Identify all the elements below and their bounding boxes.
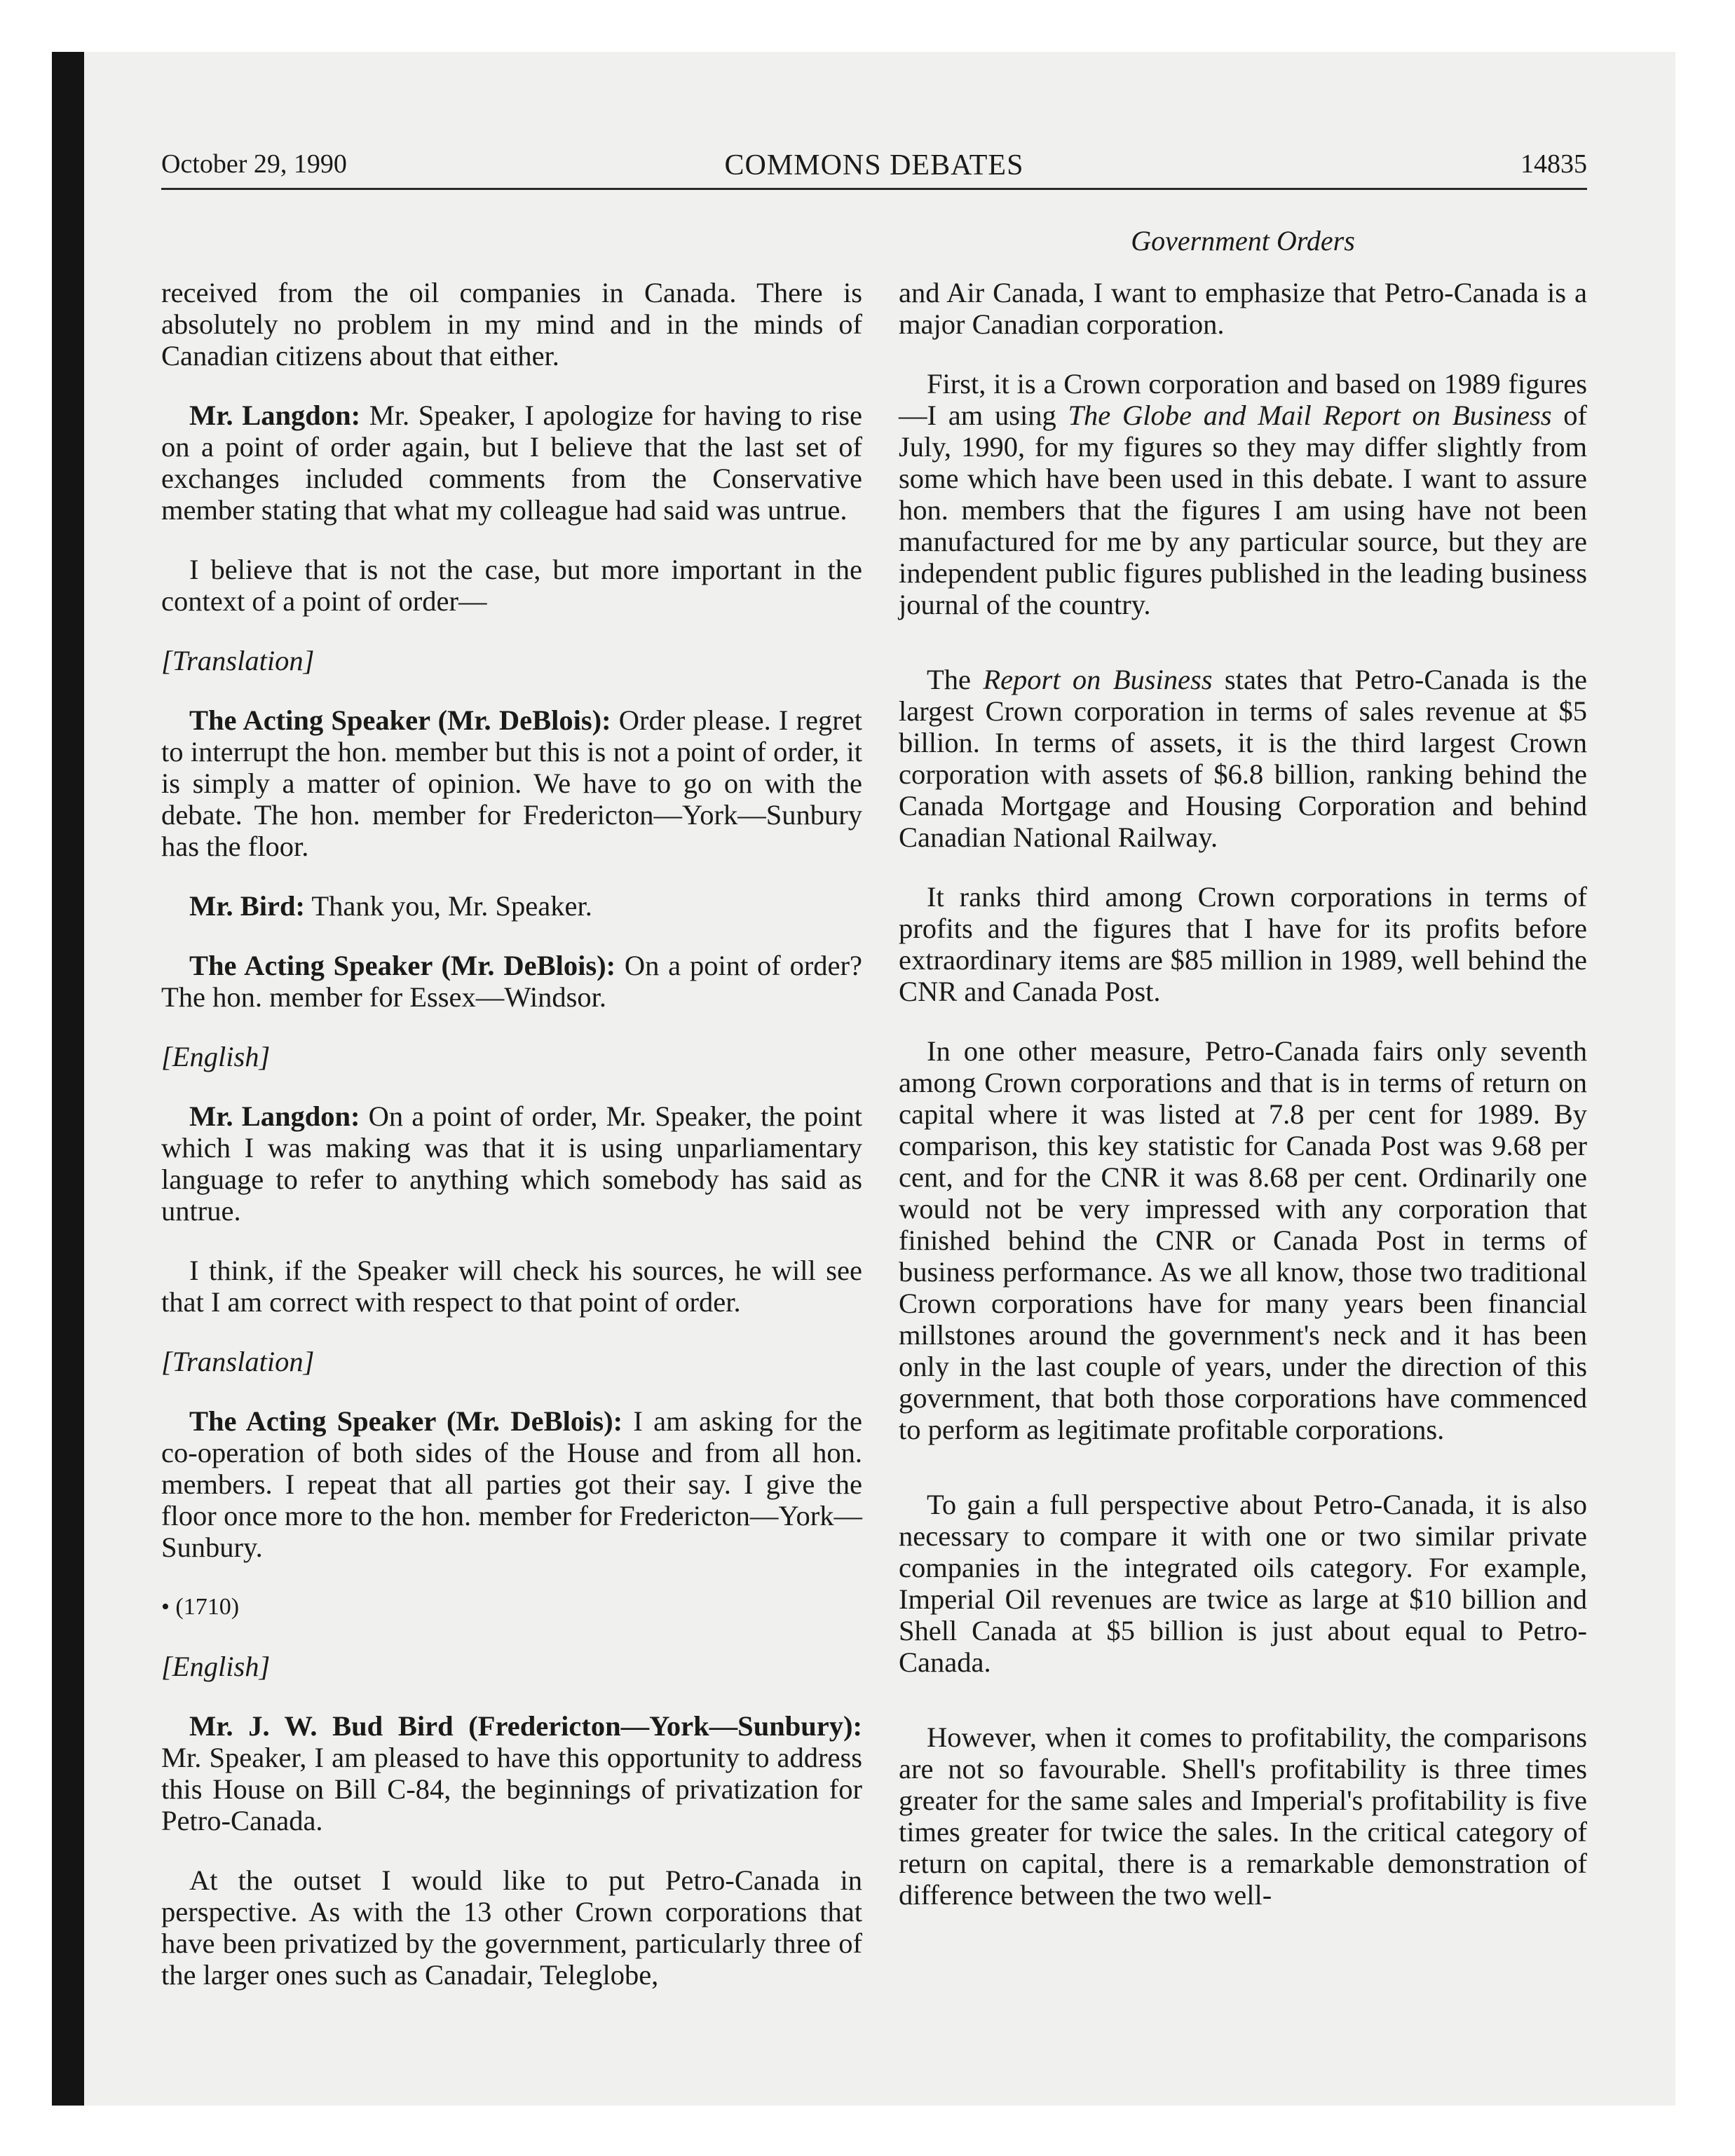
scan-binding-edge (52, 52, 84, 2106)
header-date: October 29, 1990 (161, 149, 347, 179)
paragraph: received from the oil companies in Canada. There is absolutely no problem in my mind and in the minds of Canadian citizens about that either. (161, 277, 862, 371)
speaker-name: The Acting Speaker (Mr. DeBlois): (189, 704, 611, 736)
speaker-name: The Acting Speaker (Mr. DeBlois): (189, 1405, 623, 1437)
language-tag: [Translation] (161, 645, 315, 676)
paragraph: Mr. Bird: Thank you, Mr. Speaker. (189, 890, 592, 922)
paragraph: Mr. J. W. Bud Bird (Fredericton—York—Sunbury): Mr. Speaker, I am pleased to have this opportunity to address this House on Bill C-84, the beginnings of privatization for Petro-Canada. (161, 1710, 862, 1836)
paragraph: At the outset I would like to put Petro-Canada in perspective. As with the 13 other Crown corporations that have been privatized by the government, particularly three of the larger ones such as Canadair, Teleglobe, (161, 1864, 862, 1991)
language-tag: [English] (161, 1041, 271, 1072)
right-column (899, 277, 1587, 1911)
language-tag: [English] (161, 1651, 271, 1682)
paragraph: To gain a full perspective about Petro-Canada, it is also necessary to compare it with one or two similar private companies in the integrated oils category. For example, Imperial Oil revenues are twice as large at $10 billion and Shell Canada at $5 billion is just about equal to Petro-Canada. (899, 1489, 1587, 1678)
language-tag: [Translation] (161, 1346, 315, 1377)
paragraph: The Acting Speaker (Mr. DeBlois): I am asking for the co-operation of both sides of the House and from all hon. members. I repeat that all parties got their say. I give the floor once more to the hon. member for Fredericton—York—Sunbury. (161, 1405, 863, 1563)
speaker-name: Mr. J. W. Bud Bird (Fredericton—York—Sunbury): (189, 1710, 862, 1742)
paragraph: and Air Canada, I want to emphasize that Petro-Canada is a major Canadian corporation. (899, 277, 1587, 340)
paragraph: The Report on Business states that Petro-Canada is the largest Crown corporation in terms of sales revenue at $5 billion. In terms of assets, it is the third largest Crown corporation with assets of $6.8 billion, ranking behind the Canada Mortgage and Housing Corporation and behind Canadian National Railway. (899, 664, 1588, 853)
speaker-name: The Acting Speaker (Mr. DeBlois): (189, 950, 616, 981)
speaker-name: Mr. Bird: (189, 890, 305, 922)
header-title: COMMONS DEBATES (724, 149, 1024, 182)
paragraph: The Acting Speaker (Mr. DeBlois): On a point of order? The hon. member for Essex—Windsor. (161, 950, 862, 1013)
time-marker: • (1710) (161, 1594, 240, 1620)
page-number: 14835 (1520, 149, 1587, 179)
page-header (161, 146, 1587, 190)
publication-title: Report on Business (983, 664, 1213, 695)
paragraph: I believe that is not the case, but more important in the context of a point of order— (161, 554, 862, 617)
paragraph: In one other measure, Petro-Canada fairs only seventh among Crown corporations and that is in terms of return on capital where it was listed at 7.8 per cent for 1989. By comparison, this key statistic for Canada Post was 9.68 per cent, and for the CNR it was 8.68 per cent. Ordinarily one would not be very impressed with any corporation that finished behind the CNR or Canada Post in terms of business performance. As we all know, those two traditional Crown corporations have for many years been financial millstones around the government's neck and it has been only in the last couple of years, under the direction of this government, that both those corporations have commenced to perform as legitimate profitable corporations. (899, 1035, 1587, 1445)
paragraph: However, when it comes to profitability, the comparisons are not so favourable. Shell's profitability is three times greater for the same sales and Imperial's profitability is five times greater for twice the sales. In the critical category of return on capital, there is a remarkable demonstration of difference between the two well- (899, 1721, 1587, 1911)
paragraph: It ranks third among Crown corporations in terms of profits and the figures that I have for its profits before extraordinary items are $85 million in 1989, well behind the CNR and Canada Post. (899, 881, 1587, 1007)
speaker-name: Mr. Langdon: (189, 400, 361, 431)
section-title: Government Orders (1131, 225, 1355, 257)
paragraph: I think, if the Speaker will check his sources, he will see that I am correct with respect to that point of order. (161, 1255, 862, 1318)
speaker-name: Mr. Langdon: (189, 1100, 360, 1132)
paragraph: Mr. Langdon: Mr. Speaker, I apologize for having to rise on a point of order again, but I believe that the last set of exchanges included comments from the Conservative member stating that what my colleague had said was untrue. (161, 400, 862, 526)
left-column (161, 277, 862, 1991)
publication-title: The Globe and Mail Report on Business (1068, 400, 1552, 431)
paragraph: First, it is a Crown corporation and based on 1989 figures—I am using The Globe and Mail Report on Business of July, 1990, for my figures so they may differ slightly from some which have been used in this debate. I want to assure hon. members that the figures I am using have not been manufactured for me by any particular source, but they are independent public figures published in the leading business journal of the country. (899, 368, 1587, 620)
paragraph: Mr. Langdon: On a point of order, Mr. Speaker, the point which I was making was that it is using unparliamentary language to refer to anything which somebody has said as untrue. (161, 1100, 862, 1227)
paragraph: The Acting Speaker (Mr. DeBlois): Order please. I regret to interrupt the hon. member but this is not a point of order, it is simply a matter of opinion. We have to go on with the debate. The hon. member for Fredericton—York—Sunbury has the floor. (161, 704, 862, 862)
